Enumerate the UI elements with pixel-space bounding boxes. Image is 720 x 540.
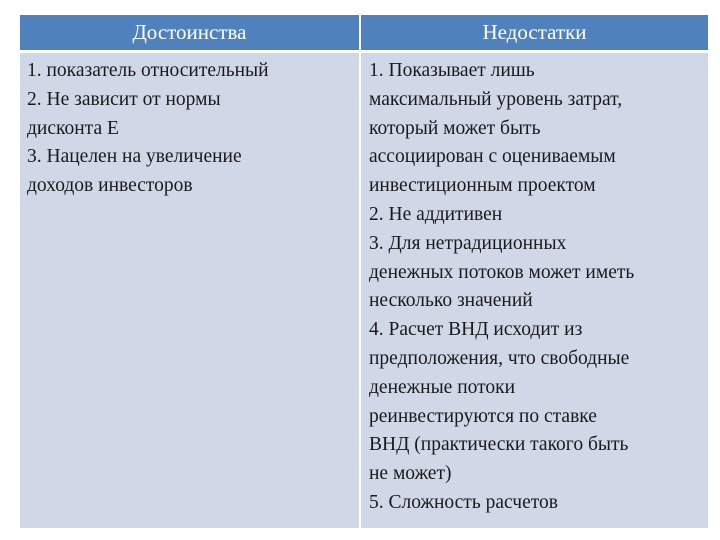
- advantages-line: дисконта Е: [27, 117, 119, 139]
- disadvantages-cell: [361, 53, 708, 528]
- header-disadvantages: Недостатки: [361, 15, 708, 53]
- disadvantages-line: 1. Показывает лишь: [369, 60, 535, 81]
- advantages-line: 2. Не зависит от нормы: [27, 88, 221, 110]
- disadvantages-line: 2. Не аддитивен: [369, 203, 503, 225]
- advantages-line: 1. показатель относительный: [27, 60, 269, 81]
- disadvantages-line: максимальный уровень затрат,: [369, 88, 623, 110]
- disadvantages-line: реинвестируются по ставке: [369, 405, 597, 427]
- advantages-line: 3. Нацелен на увеличение: [27, 146, 242, 168]
- disadvantages-line: 3. Для нетрадиционных: [369, 232, 567, 254]
- advantages-cell: [20, 53, 361, 528]
- advantages-disadvantages-table: [20, 15, 708, 528]
- disadvantages-line: ассоциирован с оцениваемым: [369, 146, 616, 168]
- disadvantages-line: денежных потоков может иметь: [369, 261, 635, 283]
- disadvantages-line: который может быть: [369, 117, 541, 139]
- header-advantages: Достоинства: [20, 15, 361, 53]
- disadvantages-line: несколько значений: [369, 290, 533, 312]
- disadvantages-line: не может): [369, 463, 452, 485]
- disadvantages-line: 4. Расчет ВНД исходит из: [369, 319, 583, 341]
- disadvantages-line: денежные потоки: [369, 376, 516, 398]
- disadvantages-line: 5. Сложность расчетов: [369, 491, 558, 513]
- disadvantages-line: инвестиционным проектом: [369, 175, 596, 197]
- disadvantages-line: ВНД (практически такого быть: [369, 434, 629, 456]
- advantages-line: доходов инвесторов: [27, 175, 193, 197]
- disadvantages-line: предположения, что свободные: [369, 347, 630, 369]
